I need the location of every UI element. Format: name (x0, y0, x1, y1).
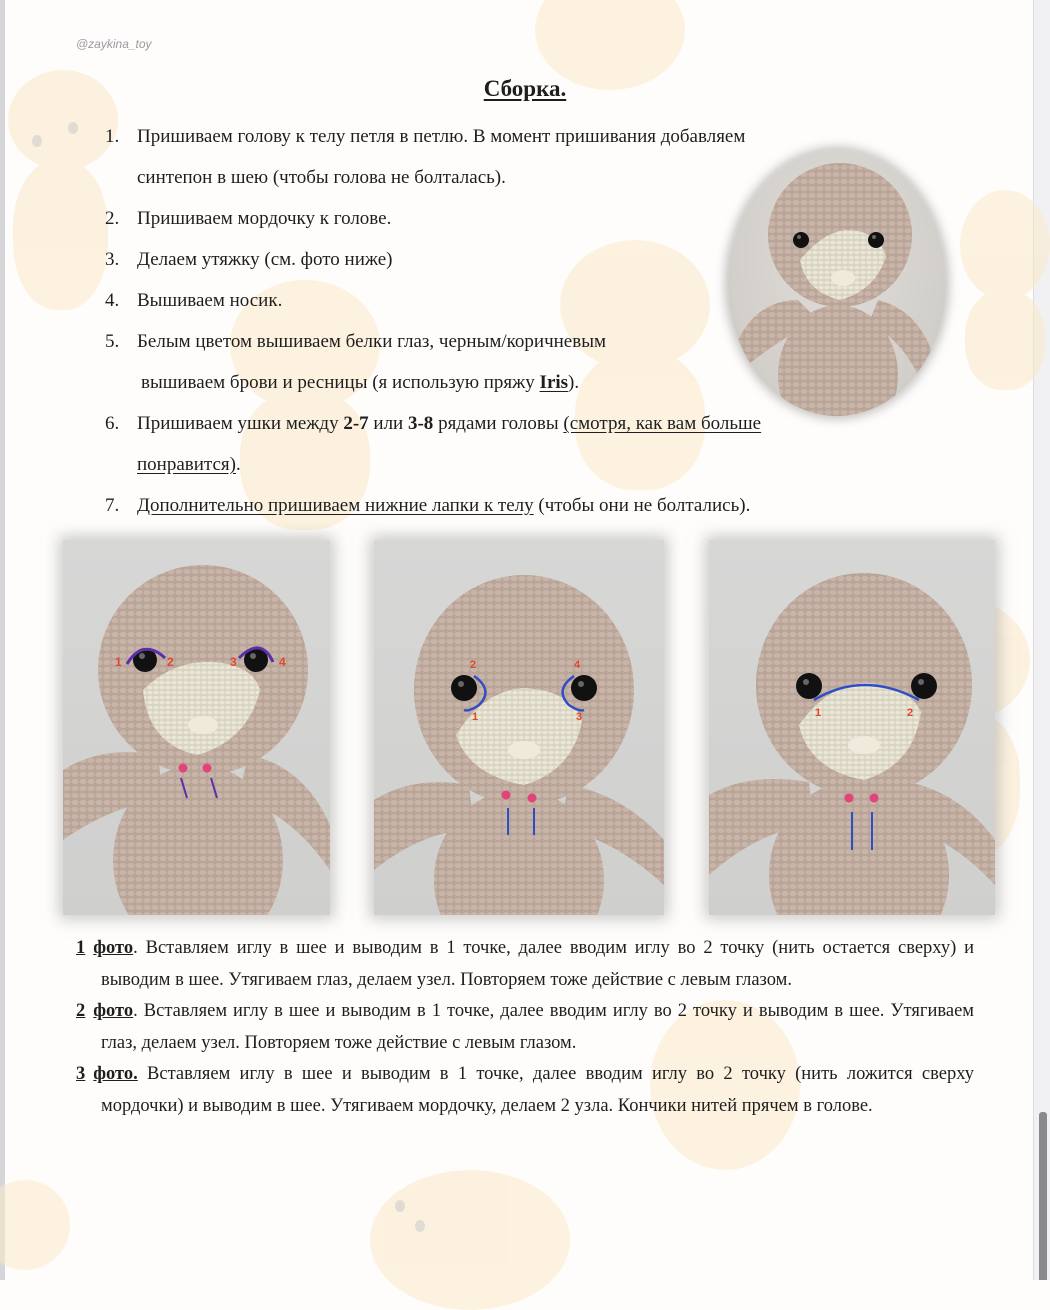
note-photo-1: 1 фото. Вставляем иглу в шее и выводим в 1 точке, далее вводим иглу во 2 точку (нить остается сверху) и выводим в шее. Утягиваем глаз, делаем узел. Повторяем тоже действие с левым глазом. (76, 938, 974, 990)
page-title: Сборка. (483, 76, 567, 101)
svg-text:1: 1 (815, 707, 822, 719)
step-5: 5. Белым цветом вышиваем белки глаз, черным/коричневым вышиваем брови и ресницы (я использую пряжу Iris). (105, 331, 606, 393)
step-4: 4. Вышиваем носик. (105, 290, 283, 311)
instruction-photo-1 (63, 540, 330, 915)
yarn-brand-link[interactable]: Iris (539, 372, 569, 393)
toy-photo-1-illustration (63, 540, 330, 915)
instruction-photo-2 (374, 540, 664, 915)
bear-watermark-icon (535, 0, 685, 130)
bear-watermark-icon (960, 150, 1040, 390)
bear-watermark-icon (360, 1150, 580, 1280)
step-3: 3. Делаем утяжку (см. фото ниже) (105, 249, 393, 270)
scrollbar-thumb[interactable] (1039, 1112, 1047, 1280)
svg-text:2: 2 (907, 707, 914, 719)
step-1: 1. Пришиваем голову к телу петля в петлю. В момент пришивания добавляем синтепон в шею (чтобы голова не болталась). (105, 126, 746, 188)
step-7: 7. Дополнительно пришиваем нижние лапки к телу (чтобы они не болтались). (105, 495, 751, 516)
photo-notes (76, 933, 974, 1122)
svg-text:2: 2 (167, 655, 174, 669)
note-photo-3: 3 фото. Вставляем иглу в шее и выводим в 1 точке, далее вводим иглу во 2 точку (нить ложится сверху мордочки) и выводим в шее. Утягиваем мордочку, делаем 2 узла. Кончики нитей прячем в голове. (76, 1064, 974, 1116)
svg-text:3: 3 (230, 655, 237, 669)
page-left-edge (0, 0, 5, 1280)
step-6: 6. Пришиваем ушки между 2-7 или 3-8 рядами головы (смотря, как вам больше понравится). (105, 413, 762, 475)
author-watermark: @zaykina_toy (76, 37, 152, 51)
svg-text:3: 3 (576, 711, 583, 723)
svg-text:1: 1 (115, 655, 122, 669)
instruction-photo-3 (709, 540, 995, 915)
svg-text:4: 4 (279, 655, 286, 669)
step-2: 2. Пришиваем мордочку к голове. (105, 208, 392, 229)
svg-text:4: 4 (574, 659, 581, 671)
svg-text:2: 2 (470, 659, 477, 671)
toy-preview-oval-image (728, 150, 946, 416)
svg-text:1: 1 (472, 711, 479, 723)
bear-watermark-icon (0, 1170, 80, 1280)
note-photo-2: 2 фото. Вставляем иглу в шее и выводим в 1 точке, далее вводим иглу во 2 точку и выводим в шее. Утягиваем глаз, делаем узел. Повторяем тоже действие с левым глазом. (76, 1001, 974, 1053)
toy-illustration (728, 150, 946, 416)
toy-photo-2-illustration (374, 540, 664, 915)
toy-photo-3-illustration (709, 540, 995, 915)
